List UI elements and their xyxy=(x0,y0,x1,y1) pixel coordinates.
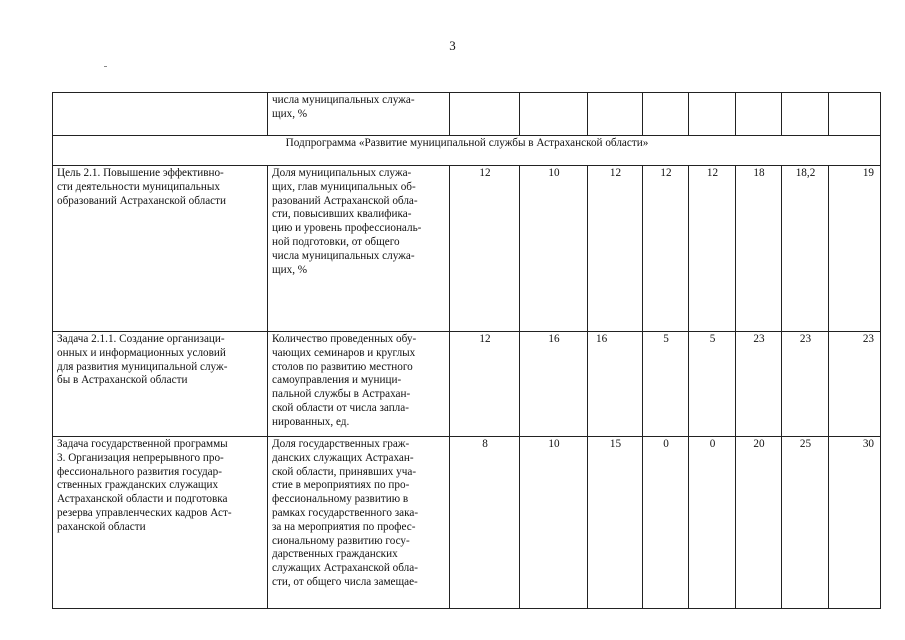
value-cell: 23 xyxy=(829,332,881,437)
value-cell: 18 xyxy=(736,166,782,332)
value-cell: 10 xyxy=(520,437,588,609)
table-row xyxy=(53,166,881,332)
value-cell: 30 xyxy=(829,437,881,609)
value-cell: 12 xyxy=(450,332,520,437)
goal-cell: Задача государственной программы 3. Организация непрерывного про- фессионального развития государ- ственных гражданских служащих Астраханской области и подготовка резерва управленческих кадров Аст- раханской области xyxy=(53,437,268,609)
indicator-cell xyxy=(268,93,450,136)
goal-cell xyxy=(53,93,268,136)
value-cell: 15 xyxy=(588,437,643,609)
goal-cell: Цель 2.1. Повышение эффективно- сти деятельности муниципальных образований Астраханской области xyxy=(53,166,268,332)
value-cell xyxy=(450,93,520,136)
value-cell xyxy=(643,93,689,136)
table-row-carryover xyxy=(53,93,881,136)
value-cell: 8 xyxy=(450,437,520,609)
value-cell xyxy=(736,93,782,136)
indicator-cell: Доля муниципальных служа- щих, глав муниципальных об- разований Астраханской обла- сти, повысивших квалифика- цию и уровень профессиональ- ной подготовки, от общего числа муниципальных служа- щих, % xyxy=(268,166,450,332)
value-cell: 12 xyxy=(588,166,643,332)
value-cell: 23 xyxy=(736,332,782,437)
scan-speck xyxy=(104,66,107,67)
value-cell: 5 xyxy=(643,332,689,437)
value-cell: 10 xyxy=(520,166,588,332)
value-cell xyxy=(782,93,829,136)
table-row xyxy=(53,332,881,437)
value-cell: 16 xyxy=(520,332,588,437)
indicator-cell: Количество проведенных обу- чающих семинаров и круглых столов по развитию местного самоуправления и муници- пальной службы в Астрахан- ской области от числа запла- нированных, ед. xyxy=(268,332,450,437)
value-cell xyxy=(689,93,736,136)
value-cell: 19 xyxy=(829,166,881,332)
value-cell: 16 xyxy=(588,332,643,437)
table-row-subprogram xyxy=(53,136,881,166)
value-cell: 0 xyxy=(643,437,689,609)
indicator-text: числа муниципальных служа- щих, % xyxy=(272,94,415,120)
subprogram-title: Подпрограмма «Развитие муниципальной службы в Астраханской области» xyxy=(53,136,881,166)
value-cell xyxy=(829,93,881,136)
page-number: 3 xyxy=(449,38,456,53)
table-row xyxy=(53,437,881,609)
value-cell: 12 xyxy=(450,166,520,332)
value-cell: 25 xyxy=(782,437,829,609)
value-cell: 0 xyxy=(689,437,736,609)
value-cell: 23 xyxy=(782,332,829,437)
indicators-table xyxy=(52,92,881,609)
value-cell: 12 xyxy=(643,166,689,332)
indicator-cell: Доля государственных граж- данских служащих Астрахан- ской области, принявших уча- стие в мероприятиях по про- фессиональному развитию в рамках государственного зака- за на мероприятия по профес- сиональному развитию госу- дарственных гражданских служащих Астраханской обла- сти, от общего числа замещае- xyxy=(268,437,450,609)
value-cell: 20 xyxy=(736,437,782,609)
value-cell: 12 xyxy=(689,166,736,332)
value-cell: 18,2 xyxy=(782,166,829,332)
value-cell xyxy=(520,93,588,136)
value-cell: 5 xyxy=(689,332,736,437)
value-cell xyxy=(588,93,643,136)
goal-cell: Задача 2.1.1. Создание организаци- онных и информационных условий для развития муниципальной служ- бы в Астраханской области xyxy=(53,332,268,437)
